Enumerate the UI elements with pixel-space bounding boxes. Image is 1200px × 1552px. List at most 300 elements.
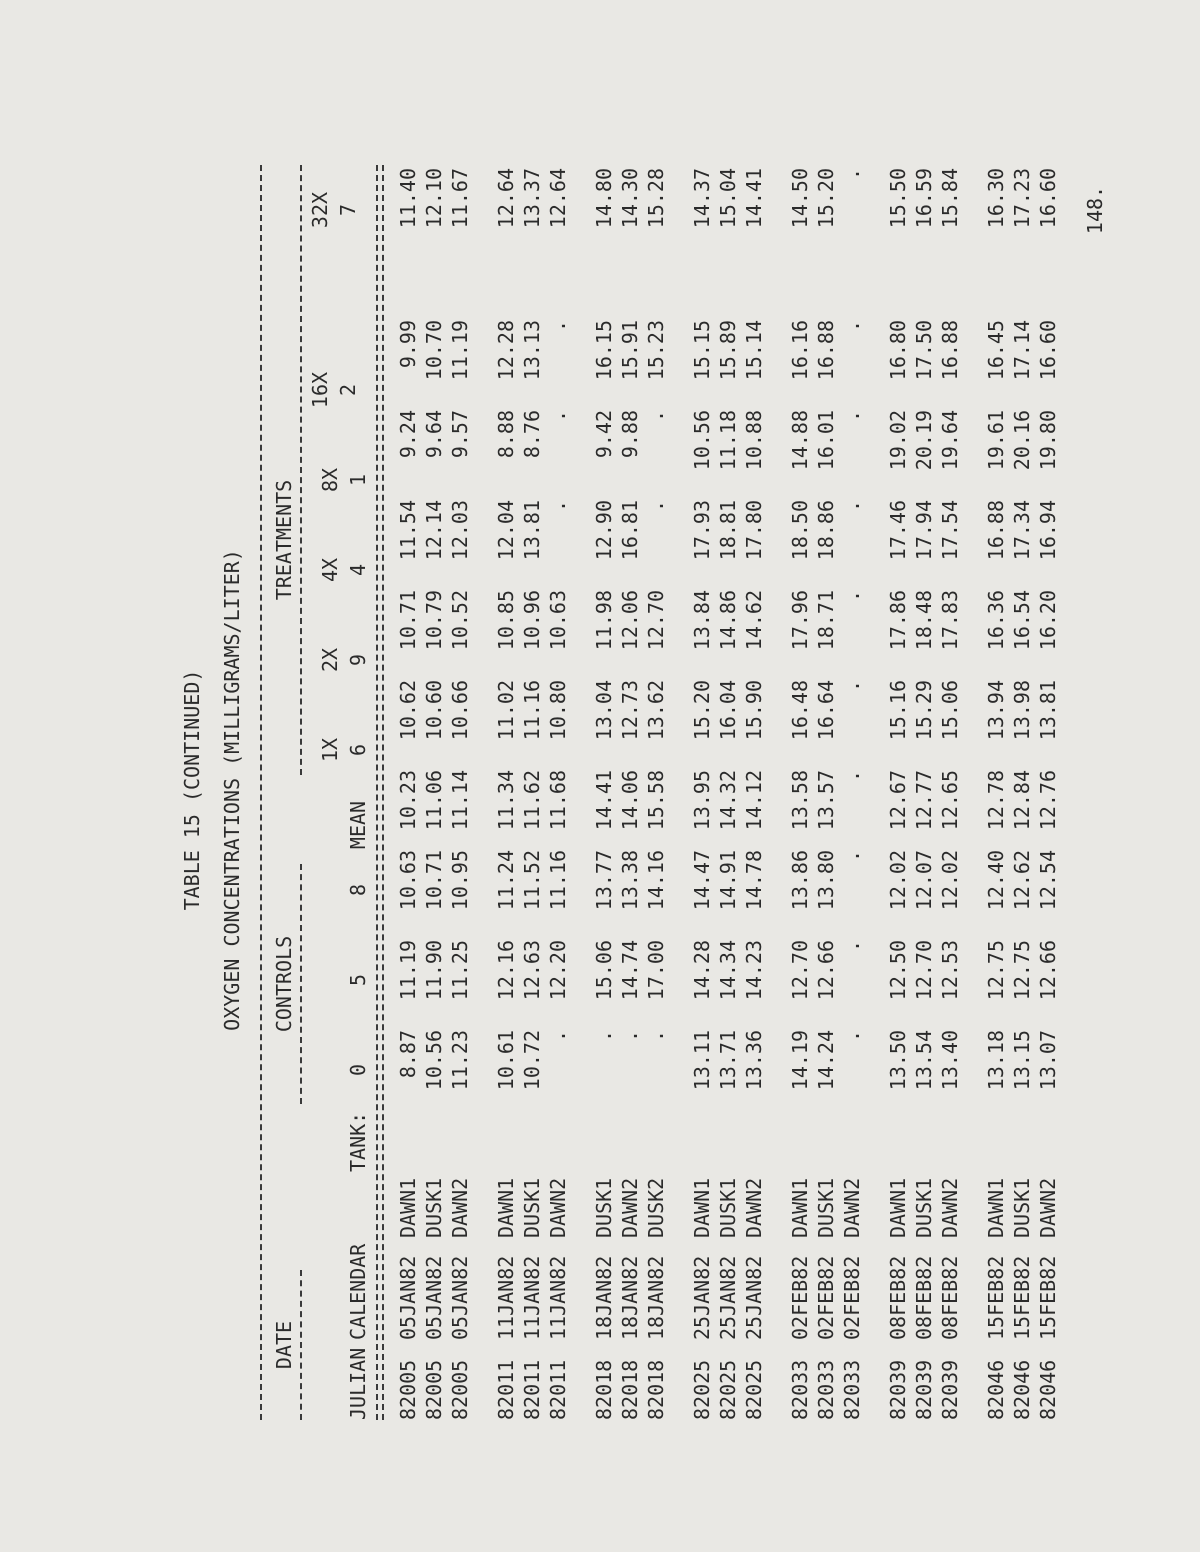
cell-4x: 18.50 xyxy=(788,500,812,561)
cell-8x: 19.80 xyxy=(1036,410,1060,471)
cell-1x: 16.48 xyxy=(788,680,812,741)
cell-calendar: 25JAN82 xyxy=(716,1255,740,1340)
cell-tank: DUSK1 xyxy=(912,1177,936,1238)
cell-control-8: 14.47 xyxy=(690,850,714,911)
cell-control-5: 12.70 xyxy=(912,940,936,1001)
cell-4x: 17.54 xyxy=(938,500,962,561)
cell-8x: 8.88 xyxy=(494,410,518,459)
cell-2x: 10.96 xyxy=(520,590,544,651)
cell-control-5: 14.34 xyxy=(716,940,740,1001)
cell-julian: 82046 xyxy=(984,1359,1008,1420)
cell-control-8: 14.91 xyxy=(716,850,740,911)
cell-control-0: . xyxy=(618,1030,642,1043)
cell-32x: 14.50 xyxy=(788,168,812,229)
cell-4x: 12.90 xyxy=(592,500,616,561)
cell-tank: DAWN2 xyxy=(840,1177,864,1238)
cell-2x: 16.20 xyxy=(1036,590,1060,651)
cell-control-5: 14.28 xyxy=(690,940,714,1001)
cell-control-5: 12.63 xyxy=(520,940,544,1001)
cell-calendar: 18JAN82 xyxy=(618,1255,642,1340)
cell-2x: 12.06 xyxy=(618,590,642,651)
cell-mean: 12.67 xyxy=(886,770,910,831)
cell-4x: . xyxy=(546,500,570,513)
cell-1x: 15.20 xyxy=(690,680,714,741)
cell-julian: 82011 xyxy=(520,1359,544,1420)
col-header-4x: 4X xyxy=(318,557,342,583)
cell-4x: 18.81 xyxy=(716,500,740,561)
cell-control-5: 14.23 xyxy=(742,940,766,1001)
cell-32x: 15.84 xyxy=(938,168,962,229)
cell-16x: 10.70 xyxy=(422,320,446,381)
table-row xyxy=(690,90,716,1490)
cell-16x: 9.99 xyxy=(396,320,420,369)
col-header-16x-tank: 2 xyxy=(336,383,360,397)
cell-control-0: 13.71 xyxy=(716,1030,740,1091)
table-row xyxy=(788,90,814,1490)
cell-mean: 14.32 xyxy=(716,770,740,831)
cell-2x: 18.71 xyxy=(814,590,838,651)
cell-2x: 10.71 xyxy=(396,590,420,651)
cell-1x: 12.73 xyxy=(618,680,642,741)
page-number: 148. xyxy=(1083,185,1107,235)
table-title: TABLE 15 (CONTINUED) xyxy=(180,669,204,911)
cell-2x: 10.63 xyxy=(546,590,570,651)
cell-calendar: 15FEB82 xyxy=(984,1255,1008,1340)
col-header-4x-tank: 4 xyxy=(346,563,370,577)
controls-group-header: CONTROLS xyxy=(272,935,296,1033)
cell-1x: 10.66 xyxy=(448,680,472,741)
cell-8x: 19.64 xyxy=(938,410,962,471)
cell-4x: 13.81 xyxy=(520,500,544,561)
cell-control-5: 12.53 xyxy=(938,940,962,1001)
cell-32x: 14.37 xyxy=(690,168,714,229)
cell-julian: 82011 xyxy=(494,1359,518,1420)
cell-julian: 82018 xyxy=(592,1359,616,1420)
cell-16x: 17.50 xyxy=(912,320,936,381)
cell-control-8: . xyxy=(840,850,864,863)
cell-32x: 11.67 xyxy=(448,168,472,229)
cell-control-0: 8.87 xyxy=(396,1030,420,1079)
table-row xyxy=(716,90,742,1490)
cell-control-8: 13.86 xyxy=(788,850,812,911)
cell-16x: 16.60 xyxy=(1036,320,1060,381)
table-row xyxy=(814,90,840,1490)
cell-calendar: 05JAN82 xyxy=(396,1255,420,1340)
cell-julian: 82046 xyxy=(1010,1359,1034,1420)
cell-32x: 12.64 xyxy=(494,168,518,229)
cell-mean: 11.14 xyxy=(448,770,472,831)
cell-tank: DUSK1 xyxy=(1010,1177,1034,1238)
cell-tank: DAWN1 xyxy=(396,1177,420,1238)
cell-mean: 10.23 xyxy=(396,770,420,831)
cell-calendar: 11JAN82 xyxy=(494,1255,518,1340)
cell-control-0: 14.19 xyxy=(788,1030,812,1091)
cell-4x: 12.03 xyxy=(448,500,472,561)
cell-2x: 10.52 xyxy=(448,590,472,651)
cell-tank: DAWN1 xyxy=(886,1177,910,1238)
col-header-control-0: 0 xyxy=(346,1063,370,1077)
cell-julian: 82033 xyxy=(814,1359,838,1420)
cell-calendar: 25JAN82 xyxy=(690,1255,714,1340)
cell-control-0: 13.11 xyxy=(690,1030,714,1091)
cell-2x: 16.36 xyxy=(984,590,1008,651)
cell-2x: 18.48 xyxy=(912,590,936,651)
cell-2x: 10.85 xyxy=(494,590,518,651)
cell-calendar: 15FEB82 xyxy=(1036,1255,1060,1340)
cell-julian: 82005 xyxy=(396,1359,420,1420)
cell-control-0: 10.56 xyxy=(422,1030,446,1091)
cell-4x: 17.93 xyxy=(690,500,714,561)
cell-control-8: 13.38 xyxy=(618,850,642,911)
cell-8x: 19.02 xyxy=(886,410,910,471)
cell-control-8: 11.16 xyxy=(546,850,570,911)
cell-control-5: 12.66 xyxy=(1036,940,1060,1001)
cell-8x: 14.88 xyxy=(788,410,812,471)
cell-tank: DUSK1 xyxy=(520,1177,544,1238)
cell-control-5: 12.70 xyxy=(788,940,812,1001)
col-header-32x: 32X xyxy=(308,191,332,229)
cell-control-8: 10.63 xyxy=(396,850,420,911)
cell-control-8: 12.54 xyxy=(1036,850,1060,911)
cell-calendar: 08FEB82 xyxy=(912,1255,936,1340)
cell-mean: 11.34 xyxy=(494,770,518,831)
table-row xyxy=(938,90,964,1490)
cell-4x: 12.14 xyxy=(422,500,446,561)
cell-tank: DAWN1 xyxy=(494,1177,518,1238)
cell-tank: DUSK2 xyxy=(644,1177,668,1238)
cell-calendar: 02FEB82 xyxy=(788,1255,812,1340)
cell-16x: 16.16 xyxy=(788,320,812,381)
cell-tank: DAWN2 xyxy=(448,1177,472,1238)
cell-calendar: 11JAN82 xyxy=(546,1255,570,1340)
cell-4x: 17.94 xyxy=(912,500,936,561)
cell-32x: 14.30 xyxy=(618,168,642,229)
col-header-control-8: 8 xyxy=(346,883,370,897)
cell-8x: 9.42 xyxy=(592,410,616,459)
table-row xyxy=(1036,90,1062,1490)
cell-julian: 82033 xyxy=(788,1359,812,1420)
cell-calendar: 18JAN82 xyxy=(592,1255,616,1340)
cell-calendar: 18JAN82 xyxy=(644,1255,668,1340)
cell-32x: 15.28 xyxy=(644,168,668,229)
cell-1x: 15.16 xyxy=(886,680,910,741)
cell-32x: 14.41 xyxy=(742,168,766,229)
col-header-2x-tank: 9 xyxy=(346,653,370,667)
table-row xyxy=(618,90,644,1490)
table-subtitle: OXYGEN CONCENTRATIONS (MILLIGRAMS/LITER) xyxy=(220,549,244,1031)
cell-control-0: . xyxy=(840,1030,864,1043)
table-row xyxy=(396,90,422,1490)
cell-julian: 82033 xyxy=(840,1359,864,1420)
cell-control-5: 12.66 xyxy=(814,940,838,1001)
cell-control-0: 14.24 xyxy=(814,1030,838,1091)
col-header-1x: 1X xyxy=(318,737,342,763)
cell-8x: 9.24 xyxy=(396,410,420,459)
cell-16x: 16.45 xyxy=(984,320,1008,381)
cell-control-8: 11.52 xyxy=(520,850,544,911)
cell-julian: 82039 xyxy=(938,1359,962,1420)
table-row xyxy=(644,90,670,1490)
cell-control-0: 10.72 xyxy=(520,1030,544,1091)
cell-mean: 14.41 xyxy=(592,770,616,831)
cell-control-8: 14.78 xyxy=(742,850,766,911)
cell-julian: 82025 xyxy=(690,1359,714,1420)
cell-1x: 15.29 xyxy=(912,680,936,741)
cell-control-8: 12.62 xyxy=(1010,850,1034,911)
cell-1x: 10.60 xyxy=(422,680,446,741)
cell-16x: . xyxy=(840,320,864,333)
cell-16x: . xyxy=(546,320,570,333)
col-header-8x-tank: 1 xyxy=(346,473,370,487)
cell-control-0: . xyxy=(592,1030,616,1043)
cell-32x: 15.04 xyxy=(716,168,740,229)
cell-8x: 20.16 xyxy=(1010,410,1034,471)
cell-2x: 14.86 xyxy=(716,590,740,651)
col-header-1x-tank: 6 xyxy=(346,743,370,757)
cell-1x: . xyxy=(840,680,864,693)
cell-calendar: 15FEB82 xyxy=(1010,1255,1034,1340)
cell-control-5: 14.74 xyxy=(618,940,642,1001)
cell-32x: . xyxy=(840,168,864,181)
cell-tank: DAWN1 xyxy=(788,1177,812,1238)
cell-tank: DAWN2 xyxy=(546,1177,570,1238)
cell-mean: 12.76 xyxy=(1036,770,1060,831)
cell-32x: 11.40 xyxy=(396,168,420,229)
rotated-table xyxy=(160,90,1160,1490)
cell-16x: 12.28 xyxy=(494,320,518,381)
cell-julian: 82005 xyxy=(448,1359,472,1420)
cell-16x: 16.15 xyxy=(592,320,616,381)
cell-control-5: . xyxy=(840,940,864,953)
col-header-tank: TANK: xyxy=(346,1111,370,1172)
cell-tank: DUSK1 xyxy=(814,1177,838,1238)
cell-mean: 13.57 xyxy=(814,770,838,831)
cell-tank: DAWN1 xyxy=(690,1177,714,1238)
cell-2x: 17.96 xyxy=(788,590,812,651)
cell-2x: 11.98 xyxy=(592,590,616,651)
cell-mean: 14.12 xyxy=(742,770,766,831)
table-row xyxy=(984,90,1010,1490)
cell-4x: 12.04 xyxy=(494,500,518,561)
cell-8x: . xyxy=(644,410,668,423)
cell-control-8: 10.71 xyxy=(422,850,446,911)
cell-control-8: 10.95 xyxy=(448,850,472,911)
col-header-julian: JULIAN xyxy=(346,1347,370,1420)
cell-control-8: 11.24 xyxy=(494,850,518,911)
cell-16x: 16.88 xyxy=(814,320,838,381)
cell-julian: 82018 xyxy=(644,1359,668,1420)
cell-32x: 15.20 xyxy=(814,168,838,229)
cell-16x: 15.14 xyxy=(742,320,766,381)
date-group-header: DATE xyxy=(272,1320,296,1370)
cell-mean: 11.68 xyxy=(546,770,570,831)
cell-control-0: 13.15 xyxy=(1010,1030,1034,1091)
cell-control-8: 13.77 xyxy=(592,850,616,911)
cell-32x: 16.30 xyxy=(984,168,1008,229)
cell-4x: 17.80 xyxy=(742,500,766,561)
col-header-2x: 2X xyxy=(318,647,342,673)
cell-calendar: 08FEB82 xyxy=(938,1255,962,1340)
table-row xyxy=(546,90,572,1490)
cell-control-5: 12.20 xyxy=(546,940,570,1001)
col-header-control-5: 5 xyxy=(346,973,370,987)
cell-4x: 18.86 xyxy=(814,500,838,561)
cell-mean: 14.06 xyxy=(618,770,642,831)
cell-2x: 13.84 xyxy=(690,590,714,651)
cell-control-5: 12.75 xyxy=(1010,940,1034,1001)
cell-16x: 16.80 xyxy=(886,320,910,381)
cell-calendar: 02FEB82 xyxy=(814,1255,838,1340)
cell-julian: 82018 xyxy=(618,1359,642,1420)
table-body xyxy=(160,90,1160,1490)
cell-julian: 82005 xyxy=(422,1359,446,1420)
cell-8x: 9.88 xyxy=(618,410,642,459)
cell-4x: 16.88 xyxy=(984,500,1008,561)
cell-mean: 12.77 xyxy=(912,770,936,831)
cell-8x: 9.57 xyxy=(448,410,472,459)
cell-mean: 15.58 xyxy=(644,770,668,831)
cell-1x: 11.16 xyxy=(520,680,544,741)
cell-8x: . xyxy=(546,410,570,423)
cell-tank: DAWN2 xyxy=(742,1177,766,1238)
cell-4x: 16.81 xyxy=(618,500,642,561)
cell-tank: DAWN2 xyxy=(938,1177,962,1238)
table-row xyxy=(494,90,520,1490)
cell-mean: . xyxy=(840,770,864,783)
cell-1x: 10.80 xyxy=(546,680,570,741)
cell-16x: 17.14 xyxy=(1010,320,1034,381)
cell-8x: 9.64 xyxy=(422,410,446,459)
cell-1x: 13.04 xyxy=(592,680,616,741)
cell-control-0: 13.50 xyxy=(886,1030,910,1091)
table-row xyxy=(912,90,938,1490)
cell-32x: 13.37 xyxy=(520,168,544,229)
cell-16x: 13.13 xyxy=(520,320,544,381)
cell-mean: 11.62 xyxy=(520,770,544,831)
cell-32x: 17.23 xyxy=(1010,168,1034,229)
cell-calendar: 02FEB82 xyxy=(840,1255,864,1340)
cell-calendar: 08FEB82 xyxy=(886,1255,910,1340)
cell-1x: 16.64 xyxy=(814,680,838,741)
cell-control-8: 12.07 xyxy=(912,850,936,911)
cell-2x: . xyxy=(840,590,864,603)
cell-32x: 12.64 xyxy=(546,168,570,229)
cell-16x: 15.91 xyxy=(618,320,642,381)
cell-tank: DUSK1 xyxy=(422,1177,446,1238)
cell-tank: DAWN2 xyxy=(1036,1177,1060,1238)
cell-16x: 15.15 xyxy=(690,320,714,381)
cell-8x: 8.76 xyxy=(520,410,544,459)
cell-8x: 10.88 xyxy=(742,410,766,471)
cell-tank: DAWN1 xyxy=(984,1177,1008,1238)
cell-calendar: 25JAN82 xyxy=(742,1255,766,1340)
cell-control-0: . xyxy=(546,1030,570,1043)
cell-2x: 17.83 xyxy=(938,590,962,651)
cell-1x: 15.90 xyxy=(742,680,766,741)
cell-1x: 11.02 xyxy=(494,680,518,741)
cell-32x: 12.10 xyxy=(422,168,446,229)
cell-mean: 13.58 xyxy=(788,770,812,831)
cell-julian: 82039 xyxy=(886,1359,910,1420)
cell-2x: 10.79 xyxy=(422,590,446,651)
cell-8x: 20.19 xyxy=(912,410,936,471)
cell-control-8: 14.16 xyxy=(644,850,668,911)
cell-2x: 16.54 xyxy=(1010,590,1034,651)
cell-16x: 16.88 xyxy=(938,320,962,381)
cell-control-8: 12.02 xyxy=(886,850,910,911)
cell-32x: 16.59 xyxy=(912,168,936,229)
cell-1x: 10.62 xyxy=(396,680,420,741)
cell-calendar: 05JAN82 xyxy=(422,1255,446,1340)
cell-4x: 17.34 xyxy=(1010,500,1034,561)
table-row xyxy=(448,90,474,1490)
cell-control-5: 12.75 xyxy=(984,940,1008,1001)
cell-16x: 11.19 xyxy=(448,320,472,381)
cell-julian: 82011 xyxy=(546,1359,570,1420)
cell-4x: 11.54 xyxy=(396,500,420,561)
cell-8x: . xyxy=(840,410,864,423)
cell-1x: 15.06 xyxy=(938,680,962,741)
treatments-group-header: TREATMENTS xyxy=(272,479,296,601)
table-row xyxy=(520,90,546,1490)
cell-1x: 13.62 xyxy=(644,680,668,741)
cell-8x: 16.01 xyxy=(814,410,838,471)
table-row xyxy=(742,90,768,1490)
cell-mean: 12.65 xyxy=(938,770,962,831)
cell-4x: . xyxy=(840,500,864,513)
cell-control-0: 13.40 xyxy=(938,1030,962,1091)
table-row xyxy=(592,90,618,1490)
cell-control-8: 13.80 xyxy=(814,850,838,911)
cell-16x: 15.23 xyxy=(644,320,668,381)
cell-control-8: 12.02 xyxy=(938,850,962,911)
cell-4x: 16.94 xyxy=(1036,500,1060,561)
cell-4x: 17.46 xyxy=(886,500,910,561)
cell-control-5: 11.90 xyxy=(422,940,446,1001)
cell-tank: DUSK1 xyxy=(592,1177,616,1238)
cell-control-5: 11.19 xyxy=(396,940,420,1001)
cell-32x: 16.60 xyxy=(1036,168,1060,229)
cell-4x: . xyxy=(644,500,668,513)
cell-mean: 12.78 xyxy=(984,770,1008,831)
cell-8x: 11.18 xyxy=(716,410,740,471)
cell-16x: 15.89 xyxy=(716,320,740,381)
cell-1x: 13.98 xyxy=(1010,680,1034,741)
cell-8x: 19.61 xyxy=(984,410,1008,471)
cell-julian: 82046 xyxy=(1036,1359,1060,1420)
cell-mean: 12.84 xyxy=(1010,770,1034,831)
col-header-mean: MEAN xyxy=(346,800,370,850)
cell-1x: 13.81 xyxy=(1036,680,1060,741)
cell-control-5: 12.16 xyxy=(494,940,518,1001)
cell-tank: DAWN2 xyxy=(618,1177,642,1238)
cell-control-5: 15.06 xyxy=(592,940,616,1001)
cell-calendar: 05JAN82 xyxy=(448,1255,472,1340)
cell-control-0: 10.61 xyxy=(494,1030,518,1091)
col-header-calendar: CALENDAR xyxy=(346,1243,370,1340)
table-row xyxy=(422,90,448,1490)
cell-julian: 82039 xyxy=(912,1359,936,1420)
table-row xyxy=(840,90,866,1490)
cell-julian: 82025 xyxy=(716,1359,740,1420)
cell-32x: 14.80 xyxy=(592,168,616,229)
cell-control-5: 11.25 xyxy=(448,940,472,1001)
cell-1x: 13.94 xyxy=(984,680,1008,741)
table-row xyxy=(1010,90,1036,1490)
cell-tank: DUSK1 xyxy=(716,1177,740,1238)
cell-control-5: 17.00 xyxy=(644,940,668,1001)
cell-calendar: 11JAN82 xyxy=(520,1255,544,1340)
